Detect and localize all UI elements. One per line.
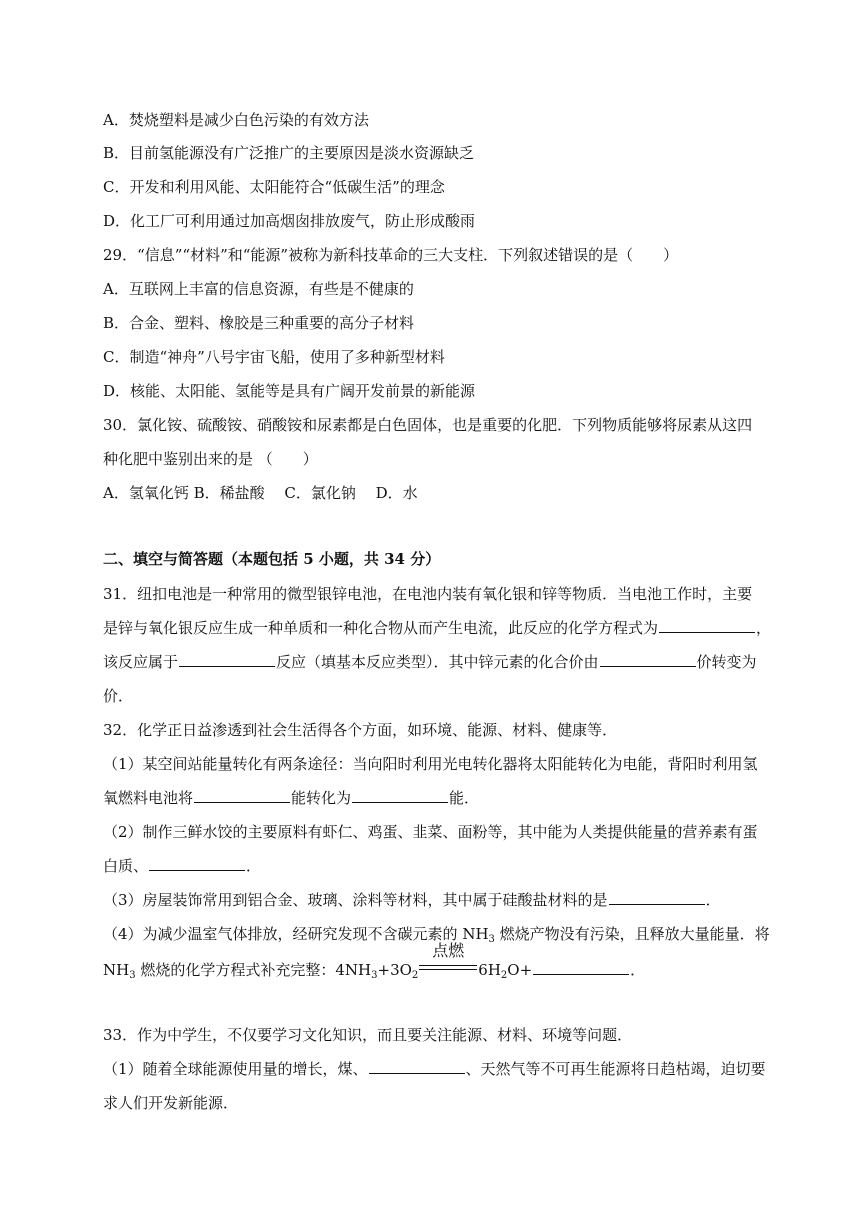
q32-text: 燃烧产物没有污染，且释放大量能量．将 <box>494 925 770 943</box>
answer-blank-product[interactable] <box>533 960 629 975</box>
double-line <box>419 965 477 970</box>
q31-line1: 31．纽扣电池是一种常用的微型银锌电池，在电池内装有氧化银和锌等物质．当电池工作时，主要 <box>103 585 753 603</box>
q32-text: 氧燃料电池将 <box>103 789 194 807</box>
q28-option-c: C．开发和利用风能、太阳能符合“低碳生活”的理念 <box>103 178 445 196</box>
q31-line3 <box>103 652 757 672</box>
subscript: 2 <box>500 970 508 981</box>
q32-part2-line2 <box>103 856 261 876</box>
q32-text: 能． <box>449 789 480 807</box>
q32-part2-line1: （2）制作三鲜水饺的主要原料有虾仁、鸡蛋、韭菜、面粉等，其中能为人类提供能量的营养素有蛋 <box>103 823 758 841</box>
q32-part4-line2 <box>103 941 646 986</box>
q33-part1-line1 <box>103 1059 766 1079</box>
q32-text: ． <box>630 961 646 979</box>
reaction-equals-sign <box>419 941 477 975</box>
q28-option-d: D．化工厂可利用通过加高烟囱排放废气，防止形成酸雨 <box>103 212 476 230</box>
q32-text: 能转化为 <box>291 789 352 807</box>
q32-part3 <box>103 890 721 910</box>
subscript: 3 <box>488 934 495 945</box>
q33-part1-line2: 求人们开发新能源． <box>103 1094 239 1112</box>
q32-text: （3）房屋装饰常用到铝合金、玻璃、涂料等材料，其中属于硅酸盐材料的是 <box>103 891 608 909</box>
q32-text: ． <box>246 857 262 875</box>
answer-blank-reaction-type[interactable] <box>179 652 275 667</box>
q28-option-a: A．焚烧塑料是减少白色污染的有效方法 <box>103 111 369 129</box>
reaction-condition: 点燃 <box>432 941 465 960</box>
q32-text: 燃烧的化学方程式补充完整：4NH <box>135 961 372 979</box>
subscript: 3 <box>129 970 136 981</box>
q31-text: 价转变为 <box>696 653 757 671</box>
q32-text: 白质、 <box>103 857 149 875</box>
answer-blank-silicate[interactable] <box>609 890 705 905</box>
q31-text: 该反应属于 <box>103 653 179 671</box>
subscript: 3 <box>371 970 378 981</box>
q31-text: 是锌与氧化银反应生成一种单质和一种化合物从而产生电流，此反应的化学方程式为 <box>103 619 659 637</box>
q31-text: 反应（填基本反应类型）．其中锌元素的化合价由 <box>276 653 599 671</box>
q32-text: （4）为减少温室气体排放，经研究发现不含碳元素的 NH <box>103 925 489 943</box>
q28-option-b: B．目前氢能源没有广泛推广的主要原因是淡水资源缺乏 <box>103 144 475 162</box>
q32-text: O+ <box>507 961 533 979</box>
q32-text: 6H <box>478 961 501 979</box>
q30-stem-line2: 种化肥中鉴别出来的是 （ ） <box>103 450 318 468</box>
q29-option-d: D．核能、太阳能、氢能等是具有广阔开发前景的新能源 <box>103 382 476 400</box>
answer-blank-valence-from[interactable] <box>600 652 696 667</box>
q32-text: NH <box>103 961 130 979</box>
q32-part1-line1: （1）某空间站能量转化有两条途径：当向阳时利用光电转化器将太阳能转化为电能，背阳时利用氢 <box>103 755 758 773</box>
q30-stem-line1: 30．氯化铵、硫酸铵、硝酸铵和尿素都是白色固体，也是重要的化肥．下列物质能够将尿素从这四 <box>103 416 753 434</box>
q33-stem: 33．作为中学生，不仅要学习文化知识，而且要关注能源、材料、环境等问题． <box>103 1026 633 1044</box>
q29-stem: 29．“信息”“材料”和“能源”被称为新科技革命的三大支柱．下列叙述错误的是（ ） <box>103 246 679 264</box>
subscript: 2 <box>411 970 419 981</box>
answer-blank-equation[interactable] <box>659 618 755 633</box>
q33-text: （1）随着全球能源使用量的增长，煤、 <box>103 1060 368 1078</box>
q32-text: ． <box>705 891 721 909</box>
answer-blank-nutrient[interactable] <box>149 856 245 871</box>
q31-line4: 价． <box>103 687 134 705</box>
q31-text: ， <box>756 619 772 637</box>
q29-option-a: A．互联网上丰富的信息资源，有些是不健康的 <box>103 280 414 298</box>
q32-text: +3O <box>377 961 412 979</box>
q29-option-b: B．合金、塑料、橡胶是三种重要的高分子材料 <box>103 314 415 332</box>
q29-option-c: C．制造“神舟”八号宇宙飞船，使用了多种新型材料 <box>103 348 445 366</box>
answer-blank-energy-from[interactable] <box>194 788 290 803</box>
q32-part1-line2 <box>103 788 479 808</box>
q33-text: 、天然气等不可再生能源将日趋枯竭，迫切要 <box>465 1060 766 1078</box>
q31-line2 <box>103 618 771 638</box>
answer-blank-fossil-fuel[interactable] <box>369 1059 465 1074</box>
q30-options: A．氢氧化钙 B．稀盐酸 C．氯化钠 D．水 <box>103 484 418 502</box>
answer-blank-energy-to[interactable] <box>352 788 448 803</box>
q32-stem: 32．化学正日益渗透到社会生活得各个方面，如环境、能源、材料、健康等． <box>103 721 618 739</box>
section-title: 二、填空与简答题（本题包括 5 小题，共 34 分） <box>103 550 441 568</box>
